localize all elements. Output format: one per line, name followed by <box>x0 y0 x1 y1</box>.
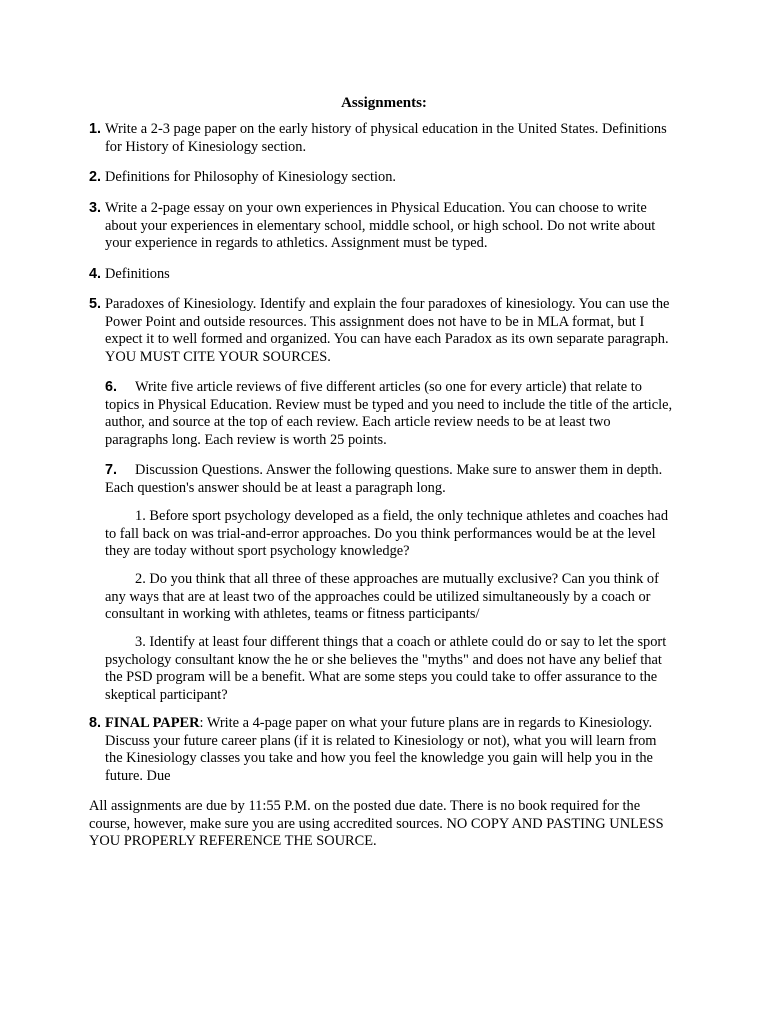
assignment-item-4 <box>89 266 677 284</box>
discussion-question-2: 2. Do you think that all three of these approaches are mutually exclusive? Can you think of any ways that are at least two of the approaches could be utilized simultaneously by a coach or consultant in working with athletes, teams or fitness participants/ <box>105 571 659 622</box>
item-number: 8. <box>89 715 102 731</box>
item-text: Write five article reviews of five different articles (so one for every article) that relate to topics in Physical Education. Review must be typed and you need to include the title of the article, author, and source at the top of each review. Each article review needs to be at least two paragraphs long. Each review is worth 25 points. <box>105 379 673 448</box>
item-text: Write a 2-page essay on your own experiences in Physical Education. You can choose to write about your experiences in elementary school, middle school, or high school. Do not write about your experience in regards to athletics. Assignment must be typed. <box>105 200 656 251</box>
item-number: 4. <box>89 266 102 282</box>
due-date-note: All assignments are due by 11:55 P.M. on the posted due date. There is no book required for the course, however, make sure you are using accredited sources. NO COPY AND PASTING UNLESS YOU PROPERLY REFERENCE THE SOURCE. <box>89 798 664 849</box>
item-text-wrapper <box>105 715 677 785</box>
item-number: 2. <box>89 169 102 185</box>
item-number: 1. <box>89 121 102 137</box>
item-text: Discussion Questions. Answer the following questions. Make sure to answer them in depth. Each question's answer should be at least a paragraph long. <box>105 462 663 496</box>
item-number: 6. <box>105 379 118 395</box>
assignment-item-1 <box>89 121 677 156</box>
page-title: Assignments: <box>341 95 427 111</box>
final-paper-label: FINAL PAPER <box>105 715 200 731</box>
assignment-item-5 <box>89 296 677 366</box>
item-number: 3. <box>89 200 102 216</box>
assignment-item-6 <box>105 379 677 449</box>
item-text: : Write a 4-page paper on what your future plans are in regards to Kinesiology. Discuss your future career plans (if it is related to Kinesiology or not), what you will learn from the Kinesiology classes you take and how you feel the knowledge you gain will help you in the future. Due <box>105 715 657 784</box>
item-number: 7. <box>105 462 118 478</box>
assignment-item-8 <box>89 715 677 785</box>
item-number: 5. <box>89 296 102 312</box>
item-text: Write a 2-3 page paper on the early history of physical education in the United States. Definitions for History of Kinesiology section. <box>105 121 667 155</box>
discussion-question-3: 3. Identify at least four different things that a coach or athlete could do or say to let the sport psychology consultant know the he or she believes the "myths" and does not have any belief that the PSD program will be a benefit. What are some steps you could take to offer assurance to the skeptical participant? <box>105 634 667 703</box>
item-text: Paradoxes of Kinesiology. Identify and explain the four paradoxes of kinesiology. You can use the Power Point and outside resources. This assignment does not have to be in MLA format, but I expect it to well formed and organized. You can have each Paradox as its own separate paragraph. YOU MUST CITE YOUR SOURCES. <box>105 296 670 365</box>
item-text: Definitions <box>105 266 170 282</box>
assignment-item-2 <box>89 169 677 187</box>
discussion-question-1: 1. Before sport psychology developed as a field, the only technique athletes and coaches had to fall back on was trial-and-error approaches. Do you think performances would be at the level they are today without sport psychology knowledge? <box>105 508 669 559</box>
item-text: Definitions for Philosophy of Kinesiology section. <box>105 169 396 185</box>
assignment-item-7 <box>105 462 677 497</box>
assignment-item-3 <box>89 200 677 253</box>
